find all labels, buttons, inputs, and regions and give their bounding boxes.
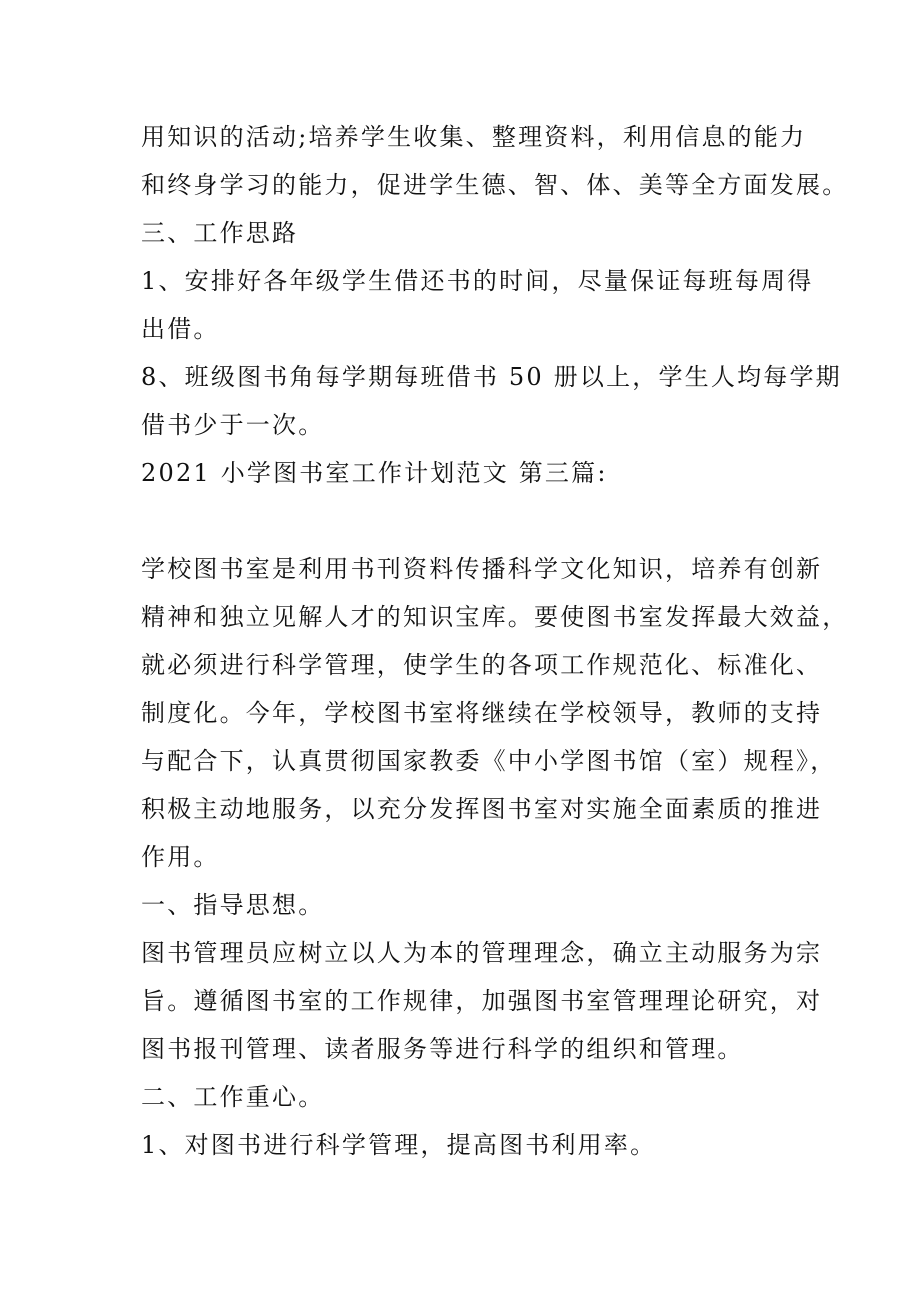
text-line: 作用。 bbox=[141, 843, 220, 871]
text-line: 就必须进行科学管理，使学生的各项工作规范化、标准化、 bbox=[141, 651, 823, 679]
text-line: 学校图书室是利用书刊资料传播科学文化知识，培养有创新 bbox=[141, 555, 823, 583]
text-line: 8、班级图书角每学期每班借书 50 册以上，学生人均每学期 bbox=[141, 363, 842, 391]
section-heading: 一、指导思想。 bbox=[141, 891, 325, 919]
text-line: 1、对图书进行科学管理，提高图书利用率。 bbox=[141, 1131, 657, 1159]
text-line: 图书管理员应树立以人为本的管理理念，确立主动服务为宗 bbox=[141, 939, 823, 967]
text-line: 借书少于一次。 bbox=[141, 411, 325, 439]
text-line: 和终身学习的能力，促进学生德、智、体、美等全方面发展。 bbox=[141, 171, 849, 199]
text-line: 用知识的活动;培养学生收集、整理资料，利用信息的能力 bbox=[141, 123, 807, 151]
text-line: 图书报刊管理、读者服务等进行科学的组织和管理。 bbox=[141, 1035, 744, 1063]
text-line: 出借。 bbox=[141, 315, 220, 343]
text-line: 积极主动地服务，以充分发挥图书室对实施全面素质的推进 bbox=[141, 795, 823, 823]
text-line: 精神和独立见解人才的知识宝库。要使图书室发挥最大效益， bbox=[141, 603, 849, 631]
text-line: 与配合下，认真贯彻国家教委《中小学图书馆（室）规程》， bbox=[141, 747, 837, 775]
text-line: 1、安排好各年级学生借还书的时间，尽量保证每班每周得 bbox=[141, 267, 814, 295]
text-line: 制度化。今年，学校图书室将继续在学校领导，教师的支持 bbox=[141, 699, 823, 727]
section-heading: 二、工作重心。 bbox=[141, 1083, 325, 1111]
article-title: 2021 小学图书室工作计划范文 第三篇: bbox=[141, 459, 608, 487]
text-line: 旨。遵循图书室的工作规律，加强图书室管理理论研究，对 bbox=[141, 987, 823, 1015]
section-heading: 三、工作思路 bbox=[141, 219, 299, 247]
